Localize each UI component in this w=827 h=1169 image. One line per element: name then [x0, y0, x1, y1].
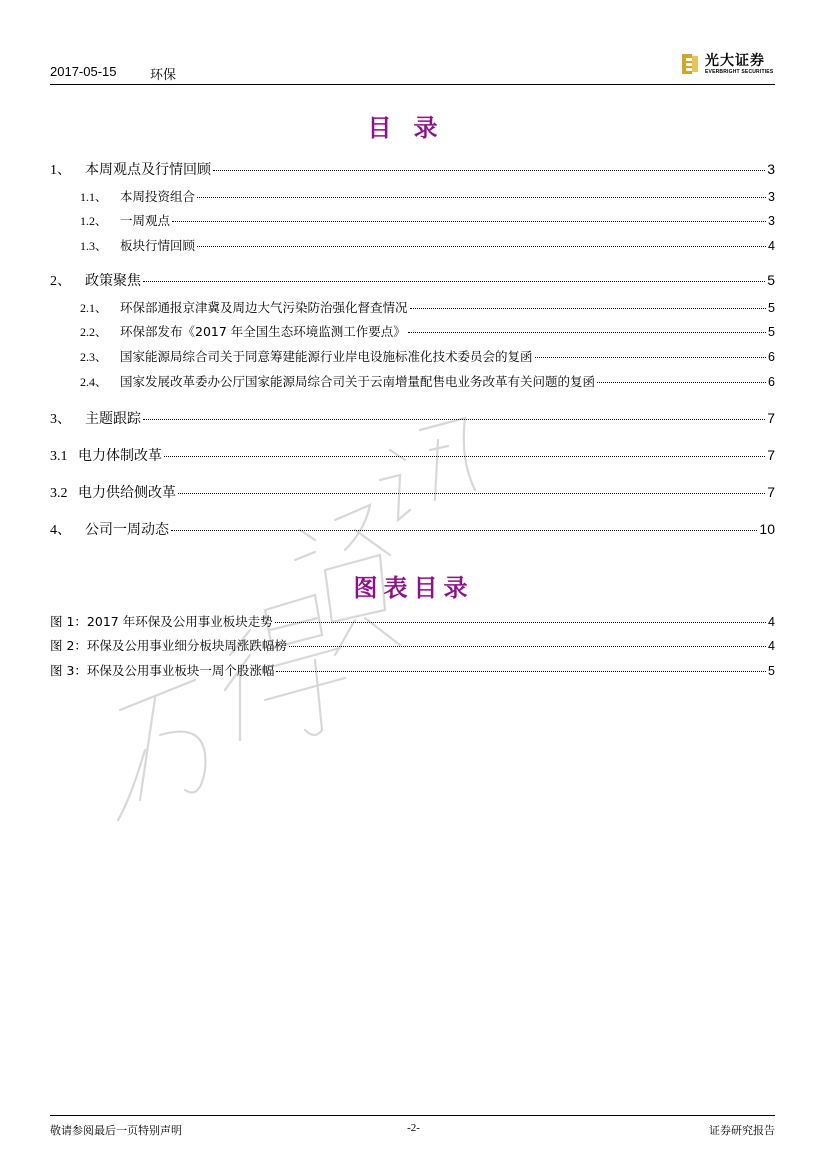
toc-leader — [164, 456, 765, 457]
toc-leader — [597, 382, 766, 383]
toc-leader — [213, 170, 765, 171]
toc-entry[interactable] — [50, 482, 775, 502]
toc-number: 2.3、 — [80, 350, 108, 364]
toc-entry[interactable] — [50, 159, 775, 179]
toc-number: 3、 — [50, 412, 71, 427]
figure-entry[interactable] — [50, 661, 775, 679]
toc-number: 1、 — [50, 163, 71, 178]
toc-number: 2.1、 — [80, 301, 108, 315]
footer-divider — [50, 1115, 775, 1116]
toc-text: 国家发展改革委办公厅国家能源局综合司关于云南增量配售电业务改革有关问题的复函 — [120, 374, 596, 389]
toc-number: 4、 — [50, 523, 71, 538]
toc-text: 板块行情回顾 — [120, 238, 196, 253]
figure-entry[interactable] — [50, 636, 775, 654]
toc-leader — [143, 281, 765, 282]
toc-number: 1.3、 — [80, 239, 108, 253]
figure-entry[interactable] — [50, 612, 775, 630]
toc-entry[interactable] — [80, 298, 775, 316]
figure-text: 图 3：环保及公用事业板块一周个股涨幅 — [50, 663, 275, 678]
toc-page: 3 — [768, 214, 775, 228]
figure-page: 4 — [768, 639, 775, 653]
report-date: 2017-05-15 — [50, 64, 117, 79]
figure-page: 4 — [768, 615, 775, 629]
toc-text: 本周投资组合 — [120, 189, 196, 204]
toc-entry[interactable] — [50, 519, 775, 539]
toc-page: 7 — [767, 447, 775, 463]
toc-entry[interactable] — [80, 322, 775, 340]
toc-text: 一周观点 — [120, 213, 171, 228]
toc-number: 3.1 — [50, 449, 68, 464]
toc-page: 7 — [767, 484, 775, 500]
toc-entry[interactable] — [80, 236, 775, 254]
toc-number: 1.1、 — [80, 190, 108, 204]
toc-leader — [535, 357, 767, 358]
toc-leader — [143, 419, 765, 420]
toc-text: 主题跟踪 — [85, 411, 141, 427]
page-number: -2- — [407, 1122, 420, 1134]
toc-text: 政策聚焦 — [85, 273, 141, 289]
toc-page: 3 — [767, 161, 775, 177]
toc-page: 6 — [768, 350, 775, 364]
page-header — [50, 53, 775, 84]
toc-page: 5 — [767, 272, 775, 288]
header-divider — [50, 84, 775, 85]
toc-page: 6 — [768, 375, 775, 389]
toc-text: 电力供给侧改革 — [78, 485, 176, 501]
toc-entry[interactable] — [80, 372, 775, 390]
figure-text: 图 1：2017 年环保及公用事业板块走势 — [50, 614, 273, 629]
logo-subtitle: EVERBRIGHT SECURITIES — [705, 69, 774, 75]
logo-name: 光大证券 — [705, 53, 765, 69]
toc-entry[interactable] — [50, 445, 775, 465]
toc-text: 环保部发布《2017 年全国生态环境监测工作要点》 — [120, 324, 406, 339]
toc-leader — [276, 671, 766, 672]
toc-text: 本周观点及行情回顾 — [85, 162, 211, 178]
toc-page: 4 — [768, 239, 775, 253]
toc-number: 2、 — [50, 274, 71, 289]
toc-text: 公司一周动态 — [85, 522, 169, 538]
report-sector: 环保 — [150, 68, 177, 83]
toc-page: 5 — [768, 325, 775, 339]
toc-title: 目录 — [367, 113, 460, 142]
toc-page: 10 — [759, 521, 775, 537]
toc-page: 3 — [768, 190, 775, 204]
toc-page: 7 — [767, 410, 775, 426]
footer-report-type: 证券研究报告 — [709, 1124, 775, 1137]
toc-number: 1.2、 — [80, 214, 108, 228]
logo-icon — [680, 52, 700, 76]
toc-number: 2.2、 — [80, 325, 108, 339]
toc-text: 环保部通报京津冀及周边大气污染防治强化督查情况 — [120, 300, 408, 315]
toc-leader — [410, 308, 767, 309]
toc-entry[interactable] — [80, 211, 775, 229]
toc-entry[interactable] — [50, 270, 775, 290]
toc-number: 2.4、 — [80, 375, 108, 389]
toc-text: 电力体制改革 — [78, 448, 162, 464]
toc-leader — [171, 530, 757, 531]
toc-leader — [289, 646, 766, 647]
toc-number: 3.2 — [50, 486, 68, 501]
toc-leader — [178, 493, 765, 494]
toc-leader — [197, 197, 766, 198]
figure-page: 5 — [768, 664, 775, 678]
toc-leader — [275, 622, 766, 623]
toc-leader — [172, 221, 766, 222]
brand-logo — [680, 52, 775, 80]
toc-leader — [197, 246, 766, 247]
toc-entry[interactable] — [80, 187, 775, 205]
figures-title: 图表目录 — [353, 573, 474, 602]
figure-text: 图 2：环保及公用事业细分板块周涨跌幅榜 — [50, 638, 287, 653]
toc-entry[interactable] — [50, 408, 775, 428]
toc-entry[interactable] — [80, 347, 775, 365]
footer-disclaimer: 敬请参阅最后一页特别声明 — [50, 1124, 182, 1137]
toc-page: 5 — [768, 301, 775, 315]
toc-leader — [408, 332, 766, 333]
toc-text: 国家能源局综合司关于同意筹建能源行业岸电设施标准化技术委员会的复函 — [120, 349, 533, 364]
